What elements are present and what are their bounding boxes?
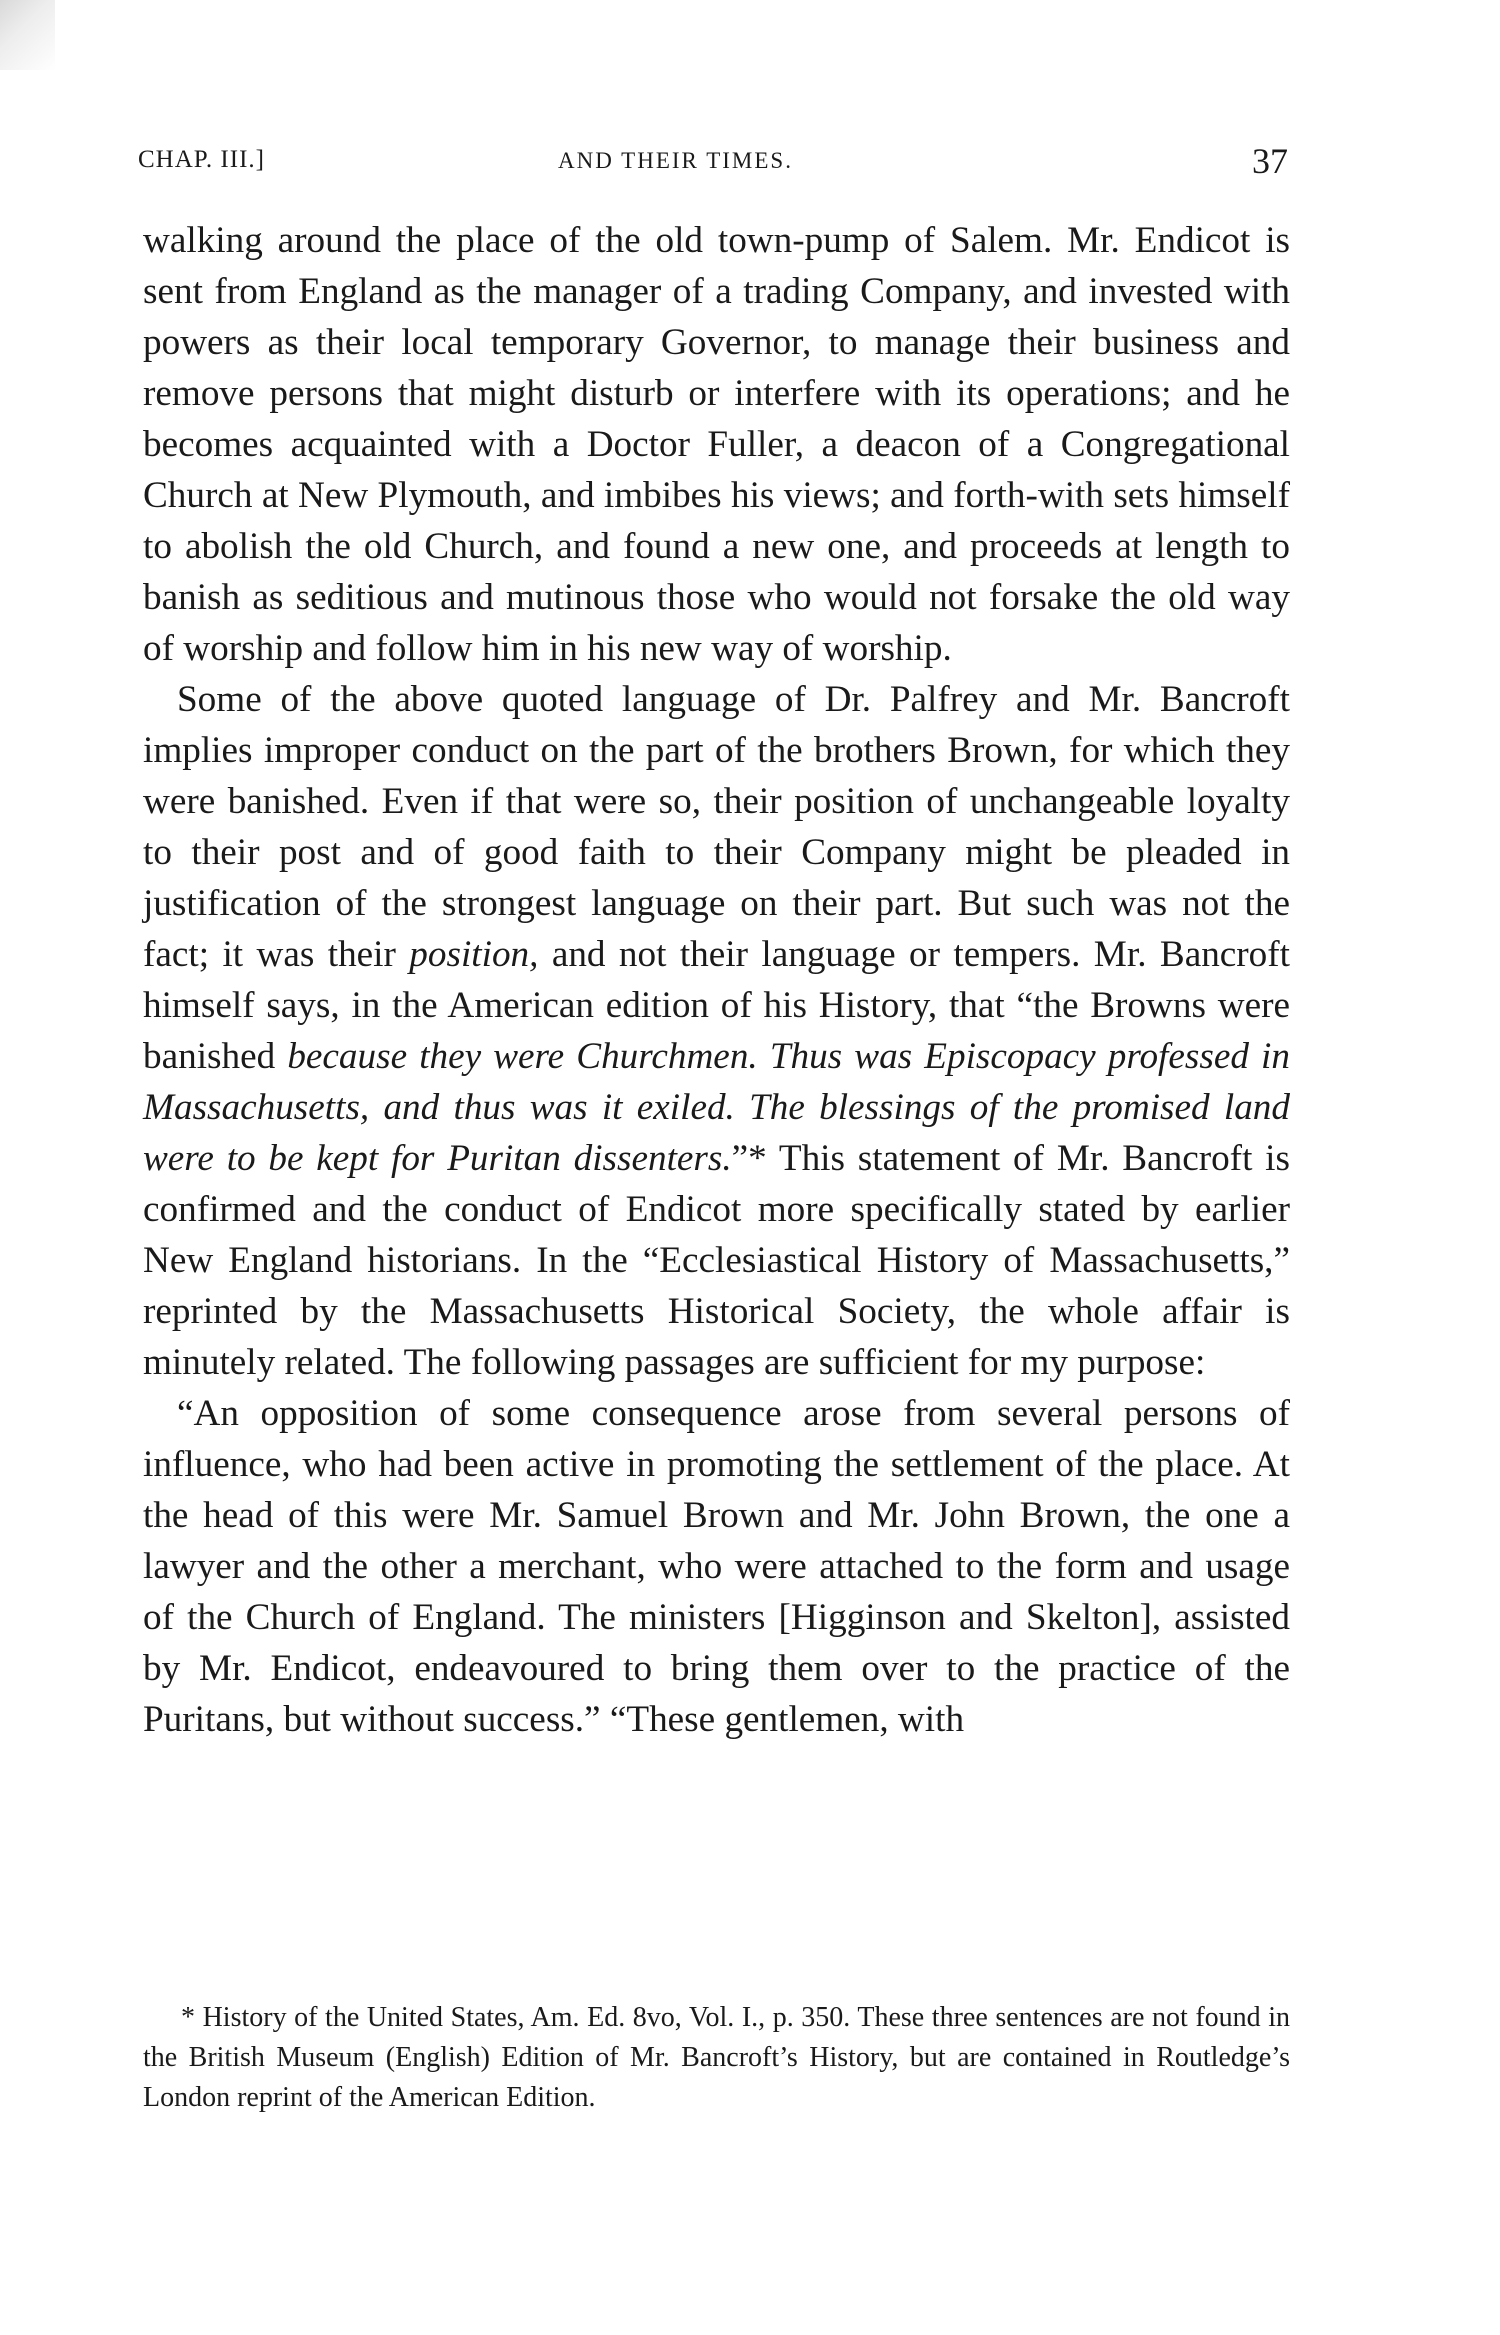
scan-edge-mark [0, 0, 55, 70]
body-text [143, 215, 1290, 1745]
footnote-text: * History of the United States, Am. Ed. 8vo, Vol. I., p. 350. These three sentences are not found in the British Museum (English) Edition of Mr. Bancroft’s History, but are contained in Routledge’s London reprint of the American Edition. [143, 2002, 1290, 2113]
paragraph-2-italic-position: position, [409, 934, 539, 975]
running-head [138, 140, 1288, 190]
paragraph-2-part-e: ”* This statement of Mr. Bancroft is confirmed and the conduct of Endicot more specifically stated by earlier New England historians. In the “Ecclesiastical History of Massachusetts,” reprinted by the Massachusetts Historical Society, the whole affair is minutely related. The following passages are sufficient for my purpose: [143, 1138, 1290, 1383]
paragraph-3: “An opposition of some consequence arose from several persons of influence, who had been active in promoting the settlement of the place. At the head of this were Mr. Samuel Brown and Mr. John Brown, the one a lawyer and the other a merchant, who were attached to the form and usage of the Church of England. The ministers [Higginson and Skelton], assisted by Mr. Endicot, endeavoured to bring them over to the practice of the Puritans, but without success.” “These gentlemen, with [143, 1393, 1290, 1740]
running-title: AND THEIR TIMES. [558, 148, 793, 173]
paragraph-2 [143, 674, 1290, 1388]
paragraph-2-part-a: Some of the above quoted language of Dr. Palfrey and Mr. Bancroft implies improper conduct on the part of the brothers Brown, for which they were banished. Even if that were so, their position of unchangeable loyalty to their post and of good faith to their Company might be pleaded in justification of the strongest language on their part. But such was not the fact; it was their [143, 679, 1290, 975]
paragraph-2-part-c: and not their language or tempers. Mr. Bancroft himself says, in the American edition of his History, that “the Browns were banished [143, 934, 1290, 1077]
page-number: 37 [1252, 141, 1288, 181]
chapter-label: CHAP. III.] [138, 146, 265, 173]
paragraph-2-italic-quote: because they were Churchmen. Thus was Episcopacy professed in Massachusetts, and thus was it exiled. The blessings of the promised land were to be kept for Puritan dissenters. [143, 1036, 1290, 1179]
footnote [143, 1998, 1290, 2118]
paragraph-1: walking around the place of the old town-pump of Salem. Mr. Endicot is sent from England as the manager of a trading Company, and invested with powers as their local temporary Governor, to manage their business and remove persons that might disturb or interfere with its operations; and he becomes acquainted with a Doctor Fuller, a deacon of a Congregational Church at New Plymouth, and imbibes his views; and forth-with sets himself to abolish the old Church, and found a new one, and proceeds at length to banish as seditious and mutinous those who would not forsake the old way of worship and follow him in his new way of worship. [143, 220, 1290, 669]
